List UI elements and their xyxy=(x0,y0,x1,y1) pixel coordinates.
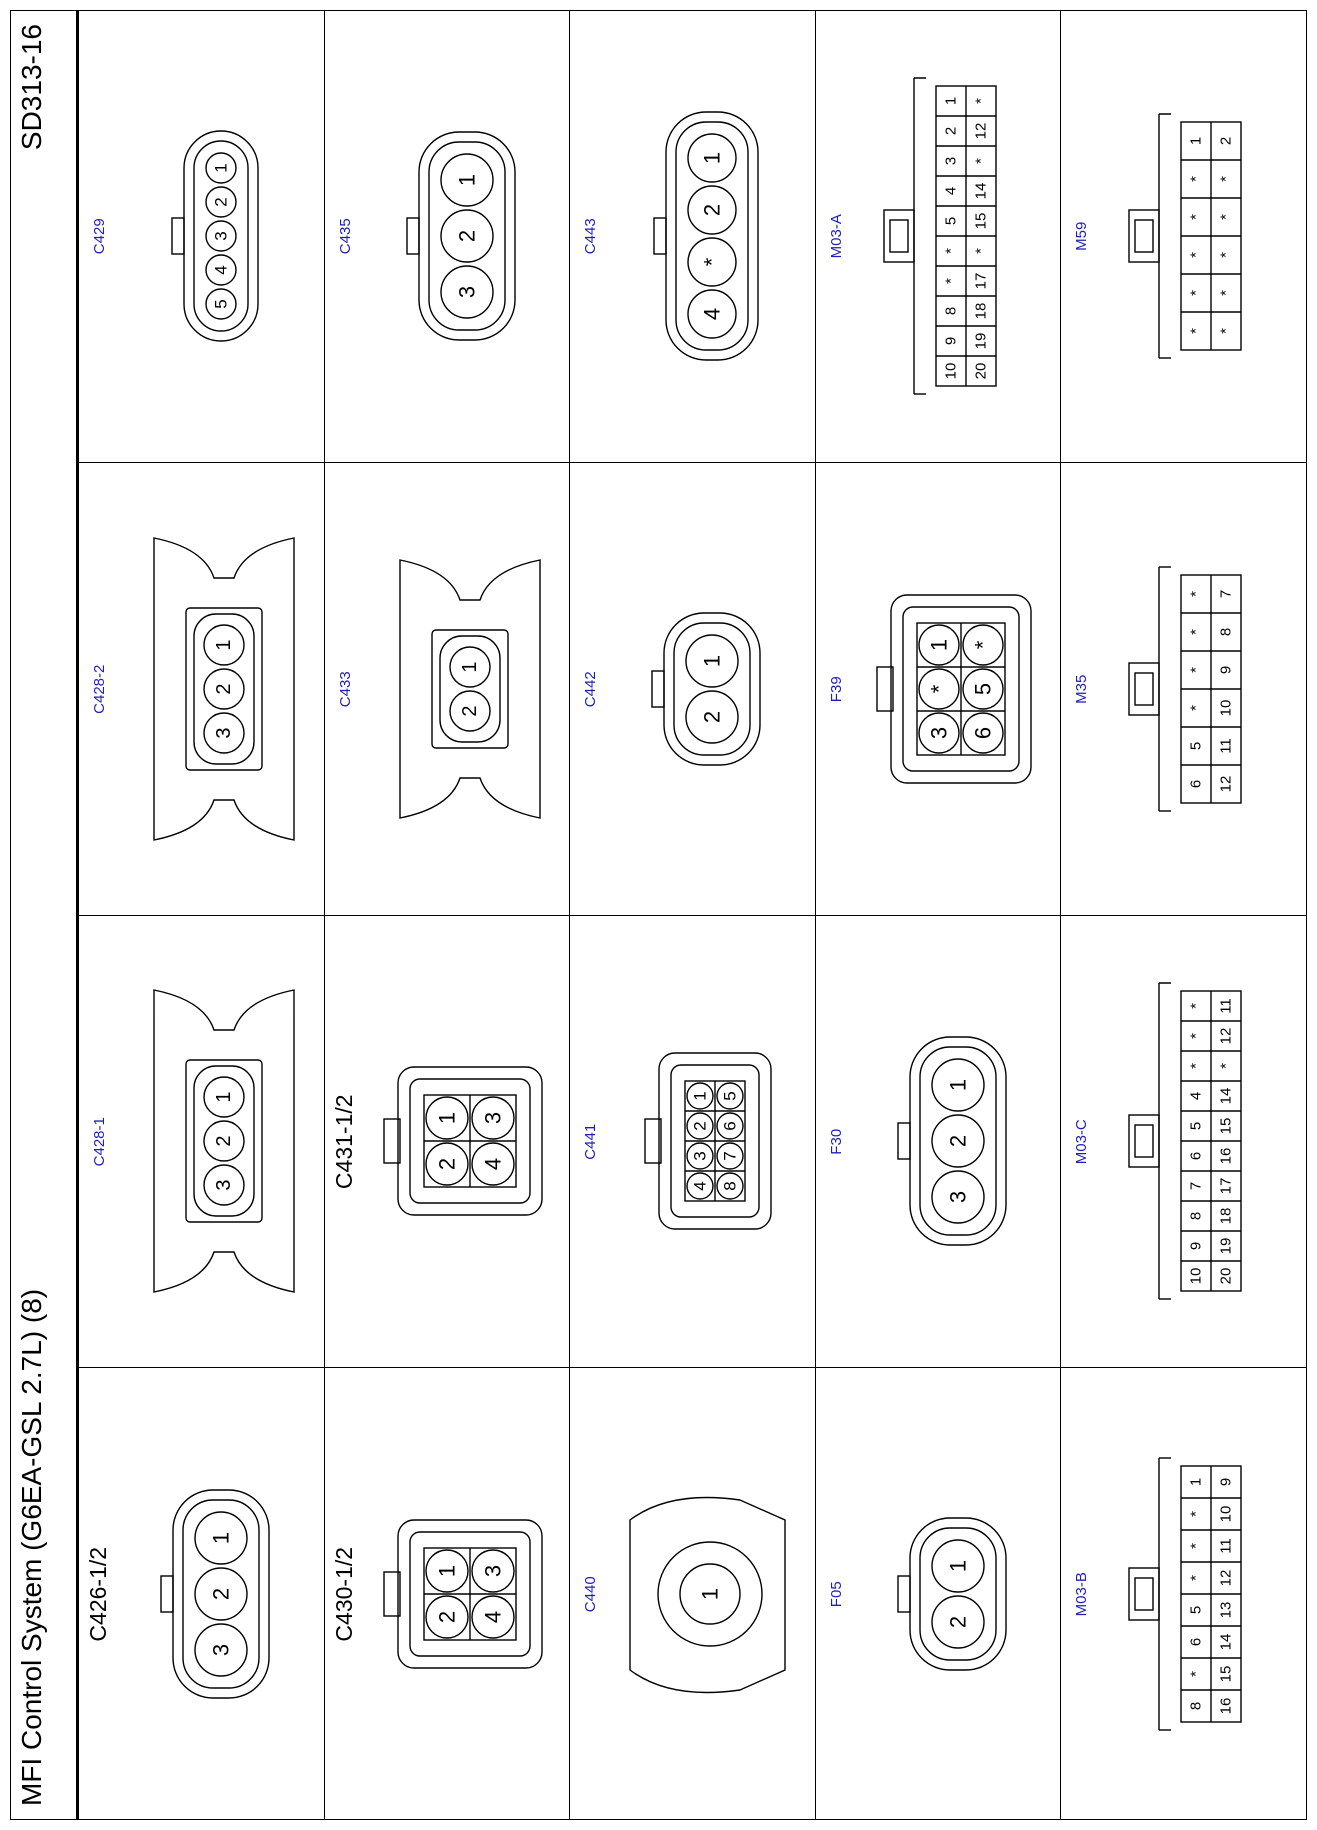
pin-number: 7 xyxy=(1217,589,1235,599)
pin-number: * xyxy=(1187,1511,1205,1517)
connector-cell xyxy=(816,1368,1062,1821)
pin-number: 12 xyxy=(1217,1569,1235,1587)
connector-grid xyxy=(79,10,1307,1820)
pin-number: 10 xyxy=(942,363,960,380)
pin-number: 3 xyxy=(926,726,952,740)
connector-cell xyxy=(79,1368,325,1821)
connector-face-view xyxy=(1061,463,1306,915)
pin-number: 1 xyxy=(211,163,231,174)
pin-number: 2 xyxy=(699,710,725,724)
connector-face-view xyxy=(79,463,324,915)
connector-cell xyxy=(1061,10,1307,463)
pin-number: * xyxy=(942,278,960,285)
latch-tab xyxy=(161,1576,173,1612)
connector-face-view xyxy=(1061,916,1306,1368)
connector-label: C443 xyxy=(582,218,600,255)
connector-cell xyxy=(816,10,1062,463)
pin-number: 1 xyxy=(454,174,480,187)
latch-tab-inner xyxy=(890,221,908,253)
pin-number: 14 xyxy=(1217,1088,1235,1105)
connector-label: C429 xyxy=(91,218,108,255)
housing-inner xyxy=(920,1528,996,1660)
pin-number: 7 xyxy=(720,1151,740,1162)
pin-number: * xyxy=(1187,667,1205,673)
connector-face-view xyxy=(325,916,570,1368)
connector-cell xyxy=(1061,1368,1307,1821)
pin-number: 19 xyxy=(972,333,990,350)
pin-number: 6 xyxy=(970,726,996,740)
pin-number: 6 xyxy=(720,1121,740,1132)
page-code: SD313-16 xyxy=(16,24,47,151)
connector-face-view xyxy=(79,1368,324,1820)
pin-number: 2 xyxy=(458,705,481,717)
connector-label: F05 xyxy=(827,1581,845,1608)
pin-number: 9 xyxy=(1217,665,1235,675)
connector-face-view xyxy=(325,1368,570,1820)
pin-number: 9 xyxy=(1217,1477,1235,1487)
pin-number: 2 xyxy=(945,1615,971,1629)
pin-number: 1 xyxy=(945,1559,971,1573)
connector-cell xyxy=(570,10,816,463)
pin-number: 1 xyxy=(942,97,960,106)
pin-number: 5 xyxy=(720,1091,740,1102)
connector-cell xyxy=(570,1368,816,1821)
pin-number: 7 xyxy=(1187,1182,1205,1191)
pin-number: * xyxy=(699,258,725,267)
pin-number: 12 xyxy=(1217,1028,1235,1045)
pin-number: 14 xyxy=(1217,1633,1235,1651)
pin-number: * xyxy=(1187,1063,1205,1070)
pin-number: 3 xyxy=(454,286,480,299)
pin-number: 10 xyxy=(1217,1505,1235,1523)
connector-cell xyxy=(570,463,816,916)
latch-tab-inner xyxy=(1135,673,1153,705)
pin-number: * xyxy=(1187,328,1205,335)
pin-number: * xyxy=(972,248,990,255)
pin-number: 1 xyxy=(458,661,481,673)
pin-number: 1 xyxy=(1187,1477,1205,1487)
pin-number: 20 xyxy=(1217,1268,1235,1285)
page-title: MFI Control System (G6EA-GSL 2.7L) (8) xyxy=(16,1288,47,1806)
connector-label: C442 xyxy=(582,671,600,708)
connector-label: C431-1/2 xyxy=(330,1094,357,1190)
connector-label: F30 xyxy=(827,1128,845,1155)
connector-cell xyxy=(325,915,571,1368)
pin-number: 1 xyxy=(699,152,725,165)
connector-label: C440 xyxy=(582,1576,600,1613)
pin-number: 1 xyxy=(926,638,952,652)
latch-tab xyxy=(898,1124,910,1160)
connector-cell xyxy=(325,10,571,463)
pin-number: * xyxy=(1187,252,1205,259)
housing-outline xyxy=(664,613,760,765)
connector-cell xyxy=(816,915,1062,1368)
pin-number: 5 xyxy=(1187,1605,1205,1615)
connector-cell xyxy=(325,463,571,916)
pin-number: * xyxy=(1217,252,1235,259)
connector-face-view xyxy=(79,11,324,463)
pin-number: 2 xyxy=(434,1158,460,1171)
latch-tab xyxy=(652,671,664,707)
latch-tab xyxy=(898,1576,910,1612)
pin-number: * xyxy=(1187,629,1205,635)
pin-number: 2 xyxy=(690,1121,710,1132)
latch-tab-inner xyxy=(1135,221,1153,253)
connector-label: M03-B xyxy=(1073,1572,1091,1617)
pin-number: 2 xyxy=(699,204,725,217)
pin-number: 1 xyxy=(434,1112,460,1125)
pin-number: 8 xyxy=(1217,627,1235,637)
pin-number: * xyxy=(1187,1543,1205,1549)
pin-number: 17 xyxy=(972,273,990,290)
connector-cell xyxy=(79,463,325,916)
pin-number: 4 xyxy=(211,265,231,276)
pin-number: * xyxy=(972,158,990,165)
pin-number: 18 xyxy=(1217,1208,1235,1225)
pin-number: * xyxy=(942,248,960,255)
pin-number: 3 xyxy=(480,1564,506,1578)
pin-number: 15 xyxy=(972,213,990,230)
pin-number: 8 xyxy=(720,1181,740,1192)
pin-number: 11 xyxy=(1217,998,1235,1015)
pin-number: 11 xyxy=(1217,1538,1235,1554)
pin-number: 2 xyxy=(434,1610,460,1624)
pin-number: * xyxy=(1217,1063,1235,1070)
pin-number: 1 xyxy=(699,654,725,668)
connector-face-view xyxy=(816,1368,1061,1820)
connector-label: C428-2 xyxy=(91,664,108,714)
pin-number: 2 xyxy=(213,1135,235,1148)
pin-number: 3 xyxy=(213,1179,235,1192)
connector-face-view xyxy=(325,463,570,915)
pin-number: * xyxy=(1187,290,1205,297)
pin-number: * xyxy=(1187,1033,1205,1040)
pin-number: 1 xyxy=(208,1531,234,1545)
connector-label: C428-1 xyxy=(91,1117,108,1167)
pin-number: 4 xyxy=(1187,1092,1205,1101)
housing-outline xyxy=(910,1518,1006,1670)
pin-number: 11 xyxy=(1217,738,1235,754)
pin-number: 1 xyxy=(697,1587,723,1601)
latch-tab xyxy=(1129,1116,1159,1168)
connector-face-view xyxy=(1061,1368,1306,1820)
latch-tab xyxy=(407,219,419,255)
connector-cell xyxy=(1061,463,1307,916)
pin-number: 10 xyxy=(1217,699,1235,717)
pin-number: * xyxy=(1187,1003,1205,1010)
pin-number: 3 xyxy=(208,1643,234,1657)
pin-number: 12 xyxy=(1217,775,1235,793)
pin-number: 16 xyxy=(1217,1697,1235,1715)
connector-face-view xyxy=(816,916,1061,1368)
pin-number: 2 xyxy=(1217,137,1235,146)
latch-tab xyxy=(1129,663,1159,715)
connector-face-view xyxy=(816,11,1061,463)
housing-inner xyxy=(440,636,500,742)
pin-number: 4 xyxy=(480,1158,506,1171)
connector-label: C435 xyxy=(336,218,354,255)
pin-number: 8 xyxy=(942,307,960,316)
connector-cell xyxy=(1061,915,1307,1368)
pin-number: 4 xyxy=(699,308,725,321)
pin-number: 3 xyxy=(945,1191,971,1204)
pin-number: 1 xyxy=(213,1091,235,1104)
connector-label: M59 xyxy=(1073,221,1091,251)
pin-number: 9 xyxy=(1187,1242,1205,1251)
connector-cell xyxy=(79,915,325,1368)
pin-number: * xyxy=(1187,705,1205,711)
pin-number: 3 xyxy=(690,1151,710,1162)
connector-face-view xyxy=(570,1368,815,1820)
pin-number: * xyxy=(972,98,990,105)
pin-number: 4 xyxy=(942,187,960,196)
latch-tab-inner xyxy=(1135,1126,1153,1158)
page-header xyxy=(10,10,76,1820)
connector-face-view xyxy=(570,916,815,1368)
pin-number: 10 xyxy=(1187,1268,1205,1285)
pin-number: * xyxy=(1217,214,1235,221)
housing-inner xyxy=(674,623,750,755)
pin-number: 15 xyxy=(1217,1118,1235,1135)
pin-number: * xyxy=(1217,328,1235,335)
housing-outline xyxy=(666,113,758,361)
pin-number: * xyxy=(1217,290,1235,297)
pin-number: 9 xyxy=(942,337,960,346)
connector-label: M03-C xyxy=(1073,1119,1091,1165)
pin-number: 1 xyxy=(690,1091,710,1102)
pin-number: 2 xyxy=(208,1587,234,1601)
pin-number: * xyxy=(1217,176,1235,183)
pin-number: 5 xyxy=(1187,1122,1205,1131)
connector-label: C433 xyxy=(336,671,354,708)
pin-number: * xyxy=(1187,1575,1205,1581)
pin-number: 3 xyxy=(211,231,231,242)
connector-label: C441 xyxy=(582,1123,600,1160)
pin-number: * xyxy=(1187,214,1205,221)
pin-number: 14 xyxy=(972,183,990,200)
pin-number: * xyxy=(1187,176,1205,183)
pin-number: 5 xyxy=(211,299,231,310)
pin-number: 1 xyxy=(1187,137,1205,146)
pin-number: 16 xyxy=(1217,1148,1235,1165)
connector-label: F39 xyxy=(827,676,845,703)
connector-face-view xyxy=(570,11,815,463)
pin-number: 6 xyxy=(1187,1637,1205,1647)
pin-number: 6 xyxy=(1187,779,1205,789)
pin-number: 3 xyxy=(213,727,235,739)
pin-number: 2 xyxy=(213,683,235,695)
connector-label: C426-1/2 xyxy=(85,1546,111,1642)
pin-number: 8 xyxy=(1187,1212,1205,1221)
pin-number: 12 xyxy=(972,123,990,140)
pin-number: 3 xyxy=(942,157,960,166)
connector-face-view xyxy=(325,11,570,463)
pin-number: 5 xyxy=(942,217,960,226)
latch-tab xyxy=(654,219,666,255)
pin-number: 13 xyxy=(1217,1601,1235,1619)
connector-cell xyxy=(325,1368,571,1821)
connector-cell xyxy=(570,915,816,1368)
latch-tab xyxy=(1129,1568,1159,1620)
pin-number: * xyxy=(1187,1671,1205,1677)
pin-number: * xyxy=(926,684,952,694)
latch-tab xyxy=(172,219,184,255)
pin-number: 1 xyxy=(213,639,235,651)
pin-number: 19 xyxy=(1217,1238,1235,1255)
pin-number: * xyxy=(970,640,996,650)
latch-tab xyxy=(1129,211,1159,263)
connector-face-view xyxy=(570,463,815,915)
latch-tab-inner xyxy=(1135,1578,1153,1610)
pin-number: 5 xyxy=(970,682,996,696)
pin-number: 4 xyxy=(690,1181,710,1192)
connector-label: C430-1/2 xyxy=(330,1546,357,1642)
connector-label: M03-A xyxy=(827,214,845,259)
pin-number: 4 xyxy=(480,1610,506,1624)
connector-label: M35 xyxy=(1073,674,1091,704)
pin-number: 1 xyxy=(434,1564,460,1578)
latch-tab xyxy=(884,211,914,263)
connector-cell xyxy=(79,10,325,463)
pin-number: 17 xyxy=(1217,1178,1235,1195)
pin-number: 1 xyxy=(945,1079,971,1092)
pin-number: 18 xyxy=(972,303,990,320)
pin-number: 2 xyxy=(942,127,960,136)
pin-number: 15 xyxy=(1217,1665,1235,1683)
connector-face-view xyxy=(1061,11,1306,463)
pin-number: 2 xyxy=(211,197,231,208)
connector-face-view xyxy=(79,916,324,1368)
pin-number: 5 xyxy=(1187,741,1205,751)
pin-number: 2 xyxy=(945,1135,971,1148)
pin-number: 20 xyxy=(972,363,990,380)
pin-number: 2 xyxy=(454,230,480,243)
housing-outline xyxy=(400,560,540,818)
pin-number: 6 xyxy=(1187,1152,1205,1161)
connector-cell xyxy=(816,463,1062,916)
connector-face-view xyxy=(816,463,1061,915)
pin-number: 8 xyxy=(1187,1701,1205,1711)
pin-number: 3 xyxy=(480,1112,506,1125)
pin-number: * xyxy=(1187,591,1205,597)
